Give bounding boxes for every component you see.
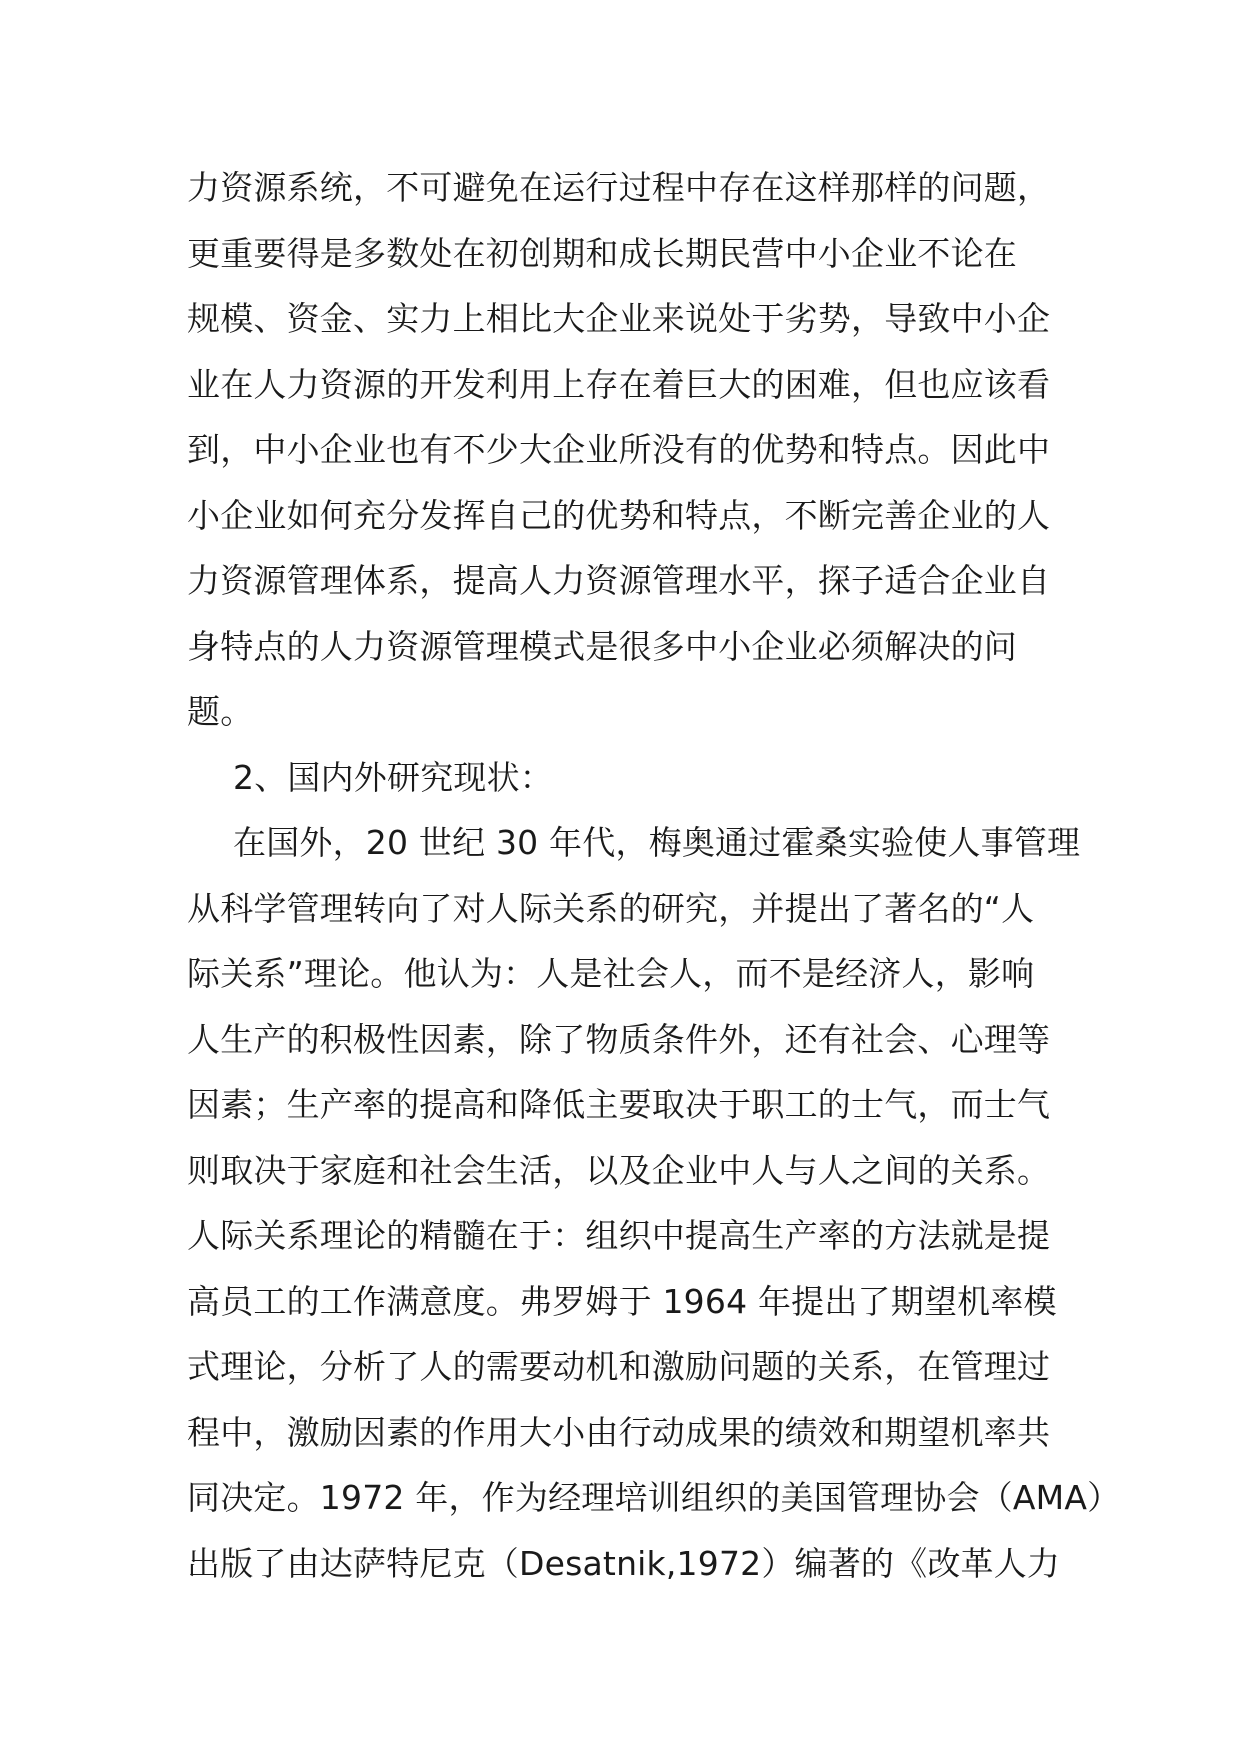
- text-line: 力资源管理体系，提高人力资源管理水平，探子适合企业自: [187, 561, 1051, 600]
- text-line: 到，中小企业也有不少大企业所没有的优势和特点。因此中: [187, 430, 1051, 469]
- text-line: 际关系”理论。他认为：人是社会人，而不是经济人，影响: [187, 954, 1035, 993]
- text-line: 从科学管理转向了对人际关系的研究，并提出了著名的“人: [187, 888, 1035, 928]
- text-line: 同决定。1972 年，作为经理培训组织的美国管理协会（AMA）: [187, 1478, 1121, 1517]
- text-line: 在国外，20 世纪 30 年代，梅奥通过霍桑实验使人事管理: [233, 823, 1081, 862]
- text-line: 出版了由达萨特尼克（Desatnik,1972）编著的《改革人力: [187, 1543, 1061, 1583]
- text-line: 人际关系理论的精髓在于：组织中提高生产率的方法就是提: [187, 1216, 1051, 1255]
- text-line: 则取决于家庭和社会生活，以及企业中人与人之间的关系。: [187, 1150, 1051, 1190]
- text-line: 业在人力资源的开发利用上存在着巨大的困难，但也应该看: [187, 364, 1051, 404]
- text-line: 题。: [187, 692, 254, 731]
- body-text: [187, 155, 1121, 1596]
- section-heading: 2、国内外研究现状：: [233, 757, 553, 797]
- text-line: 规模、资金、实力上相比大企业来说处于劣势，导致中小企: [187, 299, 1051, 338]
- text-line: 更重要得是多数处在初创期和成长期民营中小企业不论在: [187, 233, 1017, 273]
- text-line: 力资源系统，不可避免在运行过程中存在这样那样的问题，: [187, 168, 1051, 207]
- text-line: 程中，激励因素的作用大小由行动成果的绩效和期望机率共: [187, 1412, 1051, 1452]
- text-line: 小企业如何充分发挥自己的优势和特点，不断完善企业的人: [187, 495, 1051, 535]
- text-line: 人生产的积极性因素，除了物质条件外，还有社会、心理等: [187, 1019, 1051, 1059]
- text-line: 高员工的工作满意度。弗罗姆于 1964 年提出了期望机率模: [187, 1281, 1057, 1321]
- text-line: 因素；生产率的提高和降低主要取决于职工的士气，而士气: [187, 1085, 1051, 1124]
- text-line: 身特点的人力资源管理模式是很多中小企业必须解决的问: [187, 626, 1017, 666]
- text-line: 式理论，分析了人的需要动机和激励问题的关系，在管理过: [187, 1347, 1051, 1386]
